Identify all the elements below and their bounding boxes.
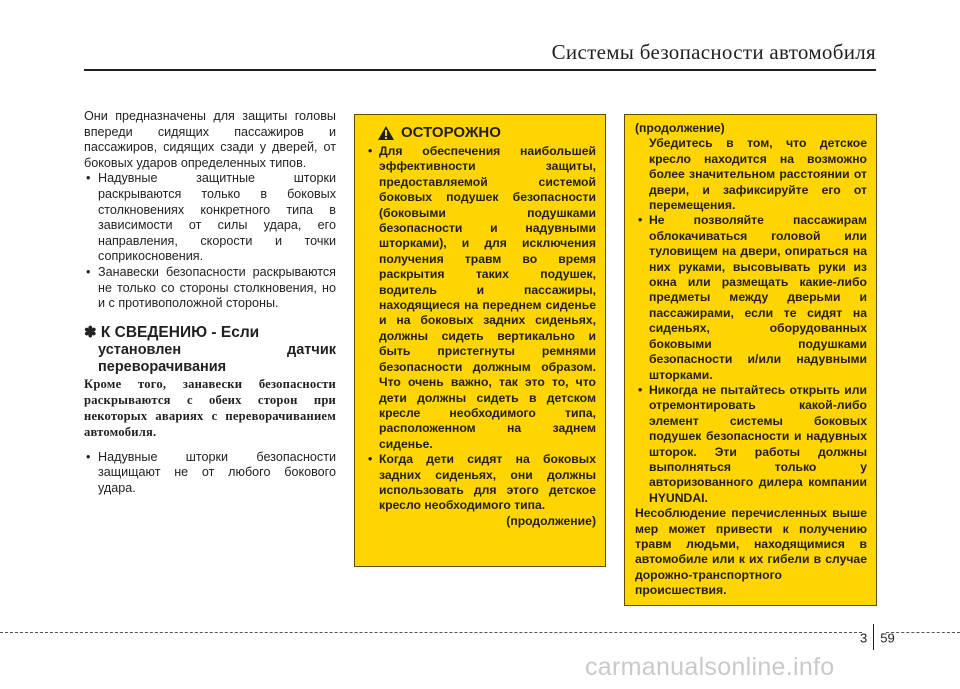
watermark: carmanualsonline.info	[585, 653, 835, 681]
bullet-text: Занавески безопасности раскрываются не только со стороны столкновения, но и с противоположной стороны.	[98, 264, 336, 311]
bullet-airbag-deploy: • Надувные защитные шторки раскрываются только в боковых столкновениях конкретного типа в зависимости от силы удара, его направления, скорости и точки соприкосновения.	[86, 171, 336, 264]
warning-heading	[377, 125, 596, 141]
warning-bullet-leaning: • Не позволяйте пассажирам облокачиваться головой или туловищем на двери, опираться на них руками, высовывать руки из окна или размещать какие-либо предметы между дверьми и пассажирами, если те сидят на сиденьях, оборудованных боковыми подушками безопасности и/или надувными шторками.	[638, 213, 867, 382]
warning-heading-text: ОСТОРОЖНО	[401, 124, 501, 142]
section-title: Системы безопасности автомобиля	[551, 40, 876, 64]
page-number	[860, 626, 895, 652]
page-number-value: 59	[880, 630, 895, 646]
continued-text: Убедитесь в том, что детское кресло находится на возможно более значительном расстоянии от двери, и зафиксируйте его от перемещения.	[649, 136, 867, 213]
header-rule	[84, 69, 876, 71]
note-title-text: К СВЕДЕНИЮ - Если	[100, 323, 260, 341]
bullet-text: Надувные защитные шторки раскрываются только в боковых столкновениях конкретного типа в зависимости от силы удара, его направления, скорости и точки соприкосновения.	[98, 171, 336, 264]
continued-label: (продолжение)	[506, 513, 596, 528]
bullet-text: Надувные шторки безопасности защищают не от любого бокового удара.	[98, 449, 336, 495]
warning-triangle-icon	[377, 125, 395, 141]
warning-bullet-children: • Когда дети сидят на боковых задних сиденьях, они должны использовать для этого детское кресло необходимого типа.	[368, 452, 596, 513]
bullet-curtain-sides: • Занавески безопасности раскрываются не только со стороны столкновения, но и с противоположной стороны.	[86, 264, 336, 311]
note-title	[84, 324, 336, 342]
warning-bullet-text: Не позволяйте пассажирам облокачиваться головой или туловищем на двери, опираться на них руками, высовывать руки из окна или размещать какие-либо предметы между дверьми и пассажирами, если те сидят на сиденьях, оборудованных боковыми подушками безопасности и/или надувными шторками.	[649, 213, 867, 382]
warning-box-middle	[354, 114, 606, 567]
continued-head: (продолжение)	[635, 121, 725, 135]
note-star-icon: ✽	[84, 323, 97, 341]
page-separator	[873, 624, 874, 650]
warning-box-right	[624, 114, 877, 606]
left-column	[84, 109, 336, 497]
warning-final: Несоблюдение перечисленных выше мер может привести к получению травм людьми, находящимися в автомобиле или к их гибели в случае дорожно-транспортного происшествия.	[635, 506, 867, 598]
warning-bullet-text: Для обеспечения наибольшей эффективности защиты, предоставляемой системой боковых подушек безопасности (боковыми подушками безопасности и надувными шторками), и для исключения получения травм во время раскрытия таких подушек, водитель и пассажиры, находящиеся на переднем сиденье и на боковых задних сиденьях, должны сидеть вертикально и быть пристегнуты ремнями безопасности должным образом. Что очень важно, так это то, что дети должны сидеть в детском кресле необходимого типа, расположенном на заднем сиденье.	[379, 144, 596, 451]
warning-bullet-text: Никогда не пытайтесь открыть или отремонтировать какой-либо элемент системы боковых подушек безопасности и надувных шторок. Эти работы должны выполняться только у авторизованного дилера компании HYUNDAI.	[649, 382, 867, 505]
note-subtitle: установлен датчик переворачивания	[98, 341, 336, 375]
footer-rule-right	[886, 632, 960, 633]
intro-paragraph: Они предназначены для защиты головы впереди сидящих пассажиров и пассажиров, сидящих сзади у дверей, от боковых ударов определенных типов.	[84, 109, 336, 170]
warning-bullet-text: Когда дети сидят на боковых задних сиденьях, они должны использовать для этого детское кресло необходимого типа.	[379, 452, 596, 513]
bullet-not-all-impacts: • Надувные шторки безопасности защищают не от любого бокового удара.	[86, 449, 336, 495]
footer-rule	[0, 632, 862, 633]
chapter-number: 3	[860, 630, 868, 646]
note-body: Кроме того, занавески безопасности раскрываются с обеих сторон при некоторых авариях с переворачиванием автомобиля.	[84, 376, 336, 439]
warning-bullet-seating: • Для обеспечения наибольшей эффективности защиты, предоставляемой системой боковых подушек безопасности (боковыми подушками безопасности и надувными шторками), и для исключения получения травм во время раскрытия таких подушек, водитель и пассажиры, находящиеся на переднем сиденье и на боковых задних сиденьях, должны сидеть вертикально и быть пристегнуты ремнями безопасности должным образом. Что очень важно, так это то, что дети должны сидеть в детском кресле необходимого типа, расположенном на заднем сиденье.	[368, 144, 596, 451]
warning-bullet-repair: • Никогда не пытайтесь открыть или отремонтировать какой-либо элемент системы боковых подушек безопасности и надувных шторок. Эти работы должны выполняться только у авторизованного дилера компании HYUNDAI.	[638, 382, 867, 505]
